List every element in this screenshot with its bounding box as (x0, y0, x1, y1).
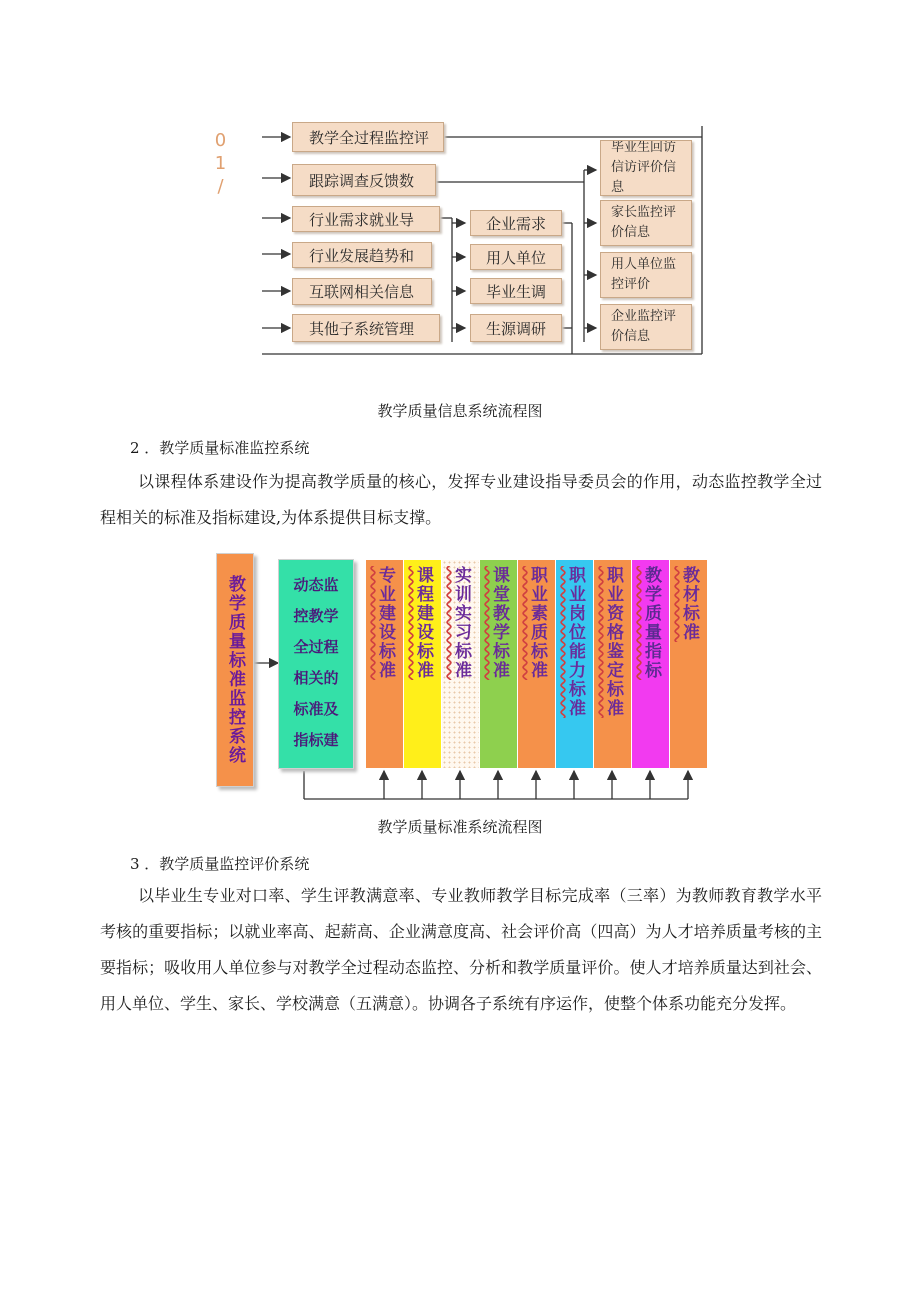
hub-dynamic-monitor-box (278, 559, 354, 769)
flow-box-graduate-survey: 毕业生调 (470, 278, 562, 304)
flow-box-other-subsystems: 其他子系统管理 (292, 314, 440, 342)
flow-box-enterprise-demand: 企业需求 (470, 210, 562, 236)
standard-column (442, 560, 479, 768)
flow-box-graduate-feedback: 毕业生回访信访评价信息 (600, 140, 692, 196)
flow-box-employer: 用人单位 (470, 244, 562, 270)
standard-column-label: 职业岗位能力标准 (565, 566, 585, 718)
standard-column (670, 560, 707, 768)
info-system-flowchart (200, 110, 720, 365)
root-standards-label: 教学质量标准监控系统 (225, 575, 245, 765)
standard-column (556, 560, 593, 768)
flow-box-industry-trend: 行业发展趋势和 (292, 242, 432, 268)
hub-line: 标准及 (293, 700, 339, 718)
standard-column-label: 课程建设标准 (413, 566, 433, 680)
hub-line: 相关的 (293, 669, 339, 687)
standard-column-label: 教材标准 (679, 566, 699, 642)
hub-line: 指标建 (293, 731, 339, 749)
figure-caption-2: 教学质量标准系统流程图 (377, 818, 543, 836)
standard-column (632, 560, 669, 768)
standard-column-label: 教学质量指标 (641, 566, 661, 680)
standard-column-label: 职业素质标准 (527, 566, 547, 680)
section-heading-3: 3 ．教学质量监控评价系统 (130, 855, 310, 873)
flow-box-parent-monitor: 家长监控评价信息 (600, 200, 692, 246)
figure-caption-1: 教学质量信息系统流程图 (377, 402, 543, 420)
standard-column-label: 专业建设标准 (375, 566, 395, 680)
standard-column (404, 560, 441, 768)
hub-line: 控教学 (293, 607, 339, 625)
standard-column-label: 实训实习标准 (451, 566, 471, 680)
hub-line: 全过程 (293, 638, 339, 656)
flow-box-internet-info: 互联网相关信息 (292, 278, 432, 305)
standard-column-label: 课堂教学标准 (489, 566, 509, 680)
standard-column (518, 560, 555, 768)
standard-column (480, 560, 517, 768)
hub-line: 动态监 (293, 576, 339, 594)
flow-box-student-source: 生源调研 (470, 314, 562, 342)
flow-box-enterprise-monitor: 企业监控评价信息 (600, 304, 692, 350)
standard-column (366, 560, 403, 768)
standards-system-flowchart (210, 545, 720, 805)
root-standards-box (216, 553, 254, 787)
standard-column (594, 560, 631, 768)
section-heading-2: 2 ．教学质量标准监控系统 (130, 439, 310, 457)
hub-lines (279, 570, 353, 756)
flow-box-industry-demand: 行业需求就业导 (292, 206, 440, 232)
flow-box-tracking-survey: 跟踪调查反馈数 (292, 164, 436, 196)
flow-box-employer-monitor: 用人单位监控评价 (600, 252, 692, 298)
flow-box-teaching-monitor: 教学全过程监控评 (292, 122, 444, 152)
page-fragment-mark: 01/ (210, 130, 231, 199)
paragraph-3: 以毕业生专业对口率、学生评教满意率、专业教师教学目标完成率（三率）为教师教育教学水平考核的重要指标；以就业率高、起薪高、企业满意度高、社会评价高（四高）为人才培养质量考核的主要指标；吸收用人单位参与对教学全过程动态监控、分析和教学质量评价。使人才培养质量达到社会、用人单位、学生、家长、学校满意（五满意）。协调各子系统有序运作，使整个体系功能充分发挥。 (100, 886, 822, 1013)
paragraph-2: 以课程体系建设作为提高教学质量的核心，发挥专业建设指导委员会的作用，动态监控教学全过程相关的标准及指标建设,为体系提供目标支撑。 (100, 472, 822, 527)
standard-column-label: 职业资格鉴定标准 (603, 566, 623, 718)
